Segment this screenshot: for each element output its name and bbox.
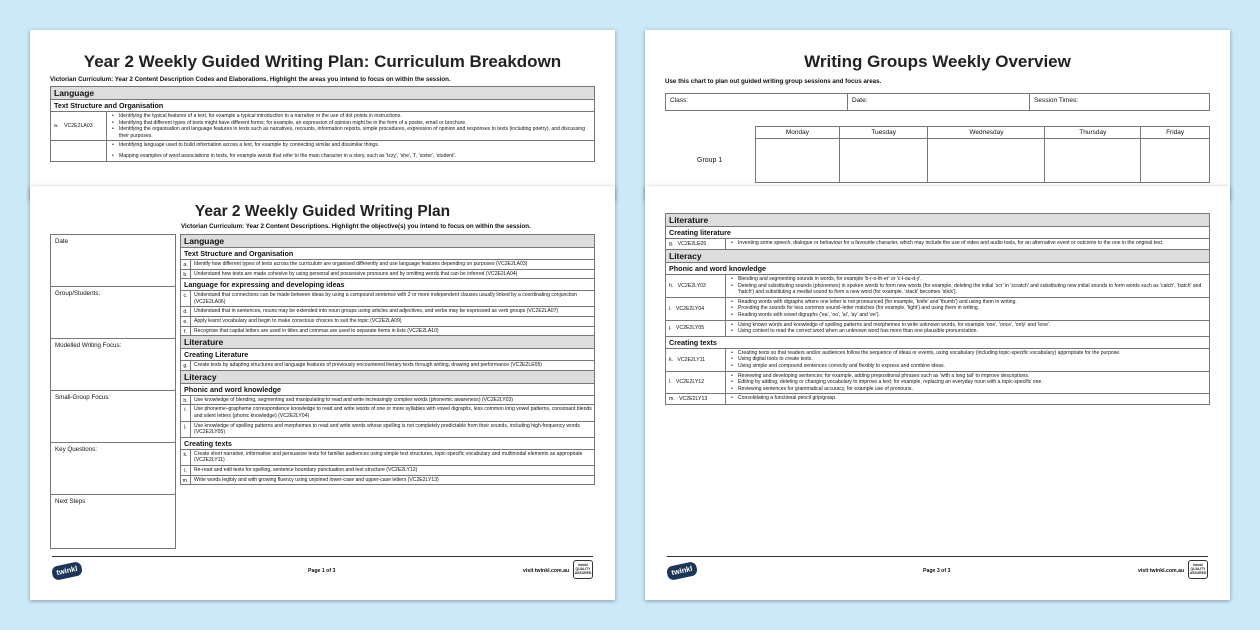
plan-left-column [50, 234, 176, 549]
weekly-schedule-table [755, 126, 1210, 183]
objective-row-c[interactable]: c. Understand that connections can be made between ideas by using a compound sentence with 2 or more independent clauses usually linked by a coordinating conjunction (VC2E2LA06) [181, 291, 595, 307]
schedule-cell[interactable] [1045, 139, 1141, 183]
objective-row-i[interactable]: i. Use phoneme–grapheme correspondence knowledge to read and write words of one or more syllables with vowel digraphs, less common long vowel patterns, consonant blends and silent letters (phonic knowledge) (VC2E2LY04) [181, 405, 595, 421]
category-literacy: Literacy [666, 250, 1210, 263]
key-questions-field[interactable]: Key Questions: [51, 443, 176, 495]
subcategory-phonic: Phonic and word knowledge [181, 383, 595, 395]
list-item: • Reading words with digraphs where one letter is not pronounced (for example, 'knife' and 'thumb') and using them in writing. [729, 299, 1207, 306]
objectives-table [180, 234, 595, 485]
curriculum-table [665, 213, 1210, 405]
quality-assured-badge: twinkl QUALITY ASSURED [573, 560, 593, 579]
list-item: • Using simple and compound sentences correctly and flexibly to express and combine ideas. [729, 363, 1207, 370]
class-field[interactable]: Class: [666, 94, 848, 111]
day-tuesday: Tuesday [839, 127, 928, 139]
row-code: VC2E2LA03 [64, 123, 93, 130]
list-item: • Editing by adding, deleting or changing vocabulary to improve a text; for example, replacing an everyday noun with a topic-specific one. [729, 379, 1207, 386]
session-times-field[interactable]: Session Times: [1030, 94, 1210, 111]
objective-row-h[interactable]: h. Use knowledge of blending, segmenting and manipulating to read and write increasingly complex words (phonemic awareness) (VC2E2LY03) [181, 395, 595, 405]
category-literature: Literature [666, 214, 1210, 227]
subcategory-ideas: Language for expressing and developing ideas [181, 279, 595, 291]
twinkl-url[interactable]: visit twinkl.com.au [1138, 568, 1185, 574]
twinkl-logo: twinkl [666, 561, 698, 581]
table-row: l. VC2E2LY12 • Reviewing and developing sentences; for example, adding prepositional phrases such as 'with a long tail' to improve descriptions. • Editing by adding, deleting or changing vocabulary to improve a text; for example, replacing an everyday noun with a topic-specific one. • Reviewing sentences for grammatical accuracy, for example use of pronouns. [666, 371, 1210, 394]
list-item: • Reviewing and developing sentences; for example, adding prepositional phrases such as 'with a long tail' to improve descriptions. [729, 373, 1207, 380]
page-subtitle: Use this chart to plan out guided writing group sessions and focus areas. [665, 78, 882, 85]
list-item: • Using digital tools to create texts. [729, 356, 1207, 363]
table-row: m. VC2E2LY13 • Consolidating a functional pencil grip/grasp. [666, 394, 1210, 405]
modelled-writing-focus-field[interactable]: Modelled Writing Focus: [51, 339, 176, 391]
table-row [51, 141, 595, 161]
page-subtitle: Victorian Curriculum: Year 2 Content Description Codes and Elaborations. Highlight the areas you intend to focus on within the session. [50, 76, 451, 83]
table-row: h. VC2E2LY03 • Blending and segmenting sounds in words, for example 'b-r-o-th-er' or 'c-l-ou-d-y'. • Deleting and substituting sounds (phonemes) in spoken words to form new words (for example, deleting the initial 'scr' in 'scratch' and substituting new initial sounds to form words such as 'catch', 'batch' and 'hatch') and substituting a medial sound to form a new word (for example, 'stack' becomes 'stick'). [666, 275, 1210, 298]
schedule-cell[interactable] [756, 139, 840, 183]
page-title: Writing Groups Weekly Overview [804, 52, 1071, 71]
schedule-cell[interactable] [839, 139, 928, 183]
subcategory-creating-literature: Creating Literature [181, 349, 595, 361]
group-students-field[interactable]: Group/Students: [51, 287, 176, 339]
page-subtitle: Victorian Curriculum: Year 2 Content Descriptions. Highlight the objective(s) you intend to focus on within the session. [181, 223, 531, 230]
list-item: • Identifying language used to build information across a text, for example by connecting similar and dissimilar things. [110, 142, 592, 149]
day-monday: Monday [756, 127, 840, 139]
objective-row-k[interactable]: k. Create short narrative, informative and persuasive texts for familiar audiences using simple text structures, topic-specific vocabulary and multimodal elements as appropriate (VC2E2LY11) [181, 449, 595, 465]
row-code: VC2E2LY12 [675, 379, 705, 386]
table-row: g. VC2E2LE05 • Inventing some speech, dialogue or behaviour for a favourite character, which may include the use of video and audio tools, for an alternative event or outcome to the one in the original text. [666, 239, 1210, 250]
subcategory-creating-texts: Creating texts [666, 336, 1210, 348]
objective-row-e[interactable]: e. Apply learnt vocabulary and begin to make conscious choices to suit the topic (VC2E2LA09) [181, 316, 595, 326]
row-code: VC2E2LY11 [677, 356, 706, 363]
objective-row-b[interactable]: b. Understand how texts are made cohesive by using personal and possessive pronouns and by omitting words that can be inferred (VC2E2LA04) [181, 269, 595, 279]
objective-row-d[interactable]: d. Understand that in sentences, nouns may be extended into noun groups using articles and adjectives, and verbs may be expressed as verb groups (VC2E2LA07) [181, 307, 595, 317]
schedule-cell[interactable] [928, 139, 1045, 183]
row-code: VC2E2LY13 [679, 396, 708, 403]
subcategory-text-structure: Text Structure and Organisation [181, 248, 595, 260]
page-curriculum-breakdown [30, 30, 615, 200]
list-item: • Identifying the typical features of a text, for example a typical introduction to a narrative or the use of dot points in instructions. [110, 113, 592, 120]
page-curriculum-breakdown-3 [645, 186, 1230, 600]
objective-row-f[interactable]: f. Recognise that capital letters are used in titles and commas are used to separate items in lists (VC2E2LA10) [181, 326, 595, 336]
curriculum-table [50, 86, 595, 162]
day-wednesday: Wednesday [928, 127, 1045, 139]
table-row: k. VC2E2LY11 • Creating texts so that readers and/or audiences follow the sequence of ideas or events, using vocabulary (including topic-specific vocabulary) appropriate for the purpose. • Using digital tools to create texts. • Using simple and compound sentences correctly and flexibly to express and combine ideas. [666, 348, 1210, 371]
day-thursday: Thursday [1045, 127, 1141, 139]
list-item: • Using known words and knowledge of spelling patterns and morphemes to write unknown words, for example 'one', 'once', 'only' and 'lone'. [729, 322, 1207, 329]
list-item: • Providing the sounds for less common sound–letter matches (for example, 'light') and using them in writing. [729, 305, 1207, 312]
list-item: • Reviewing sentences for grammatical accuracy, for example use of pronouns. [729, 386, 1207, 393]
table-row [51, 112, 595, 141]
subcategory-text-structure: Text Structure and Organisation [51, 100, 595, 112]
row-code: VC2E2LY05 [675, 325, 705, 332]
list-item: • Deleting and substituting sounds (phonemes) in spoken words to form new words (for example, deleting the initial 'scr' in 'scratch' and substituting new initial sounds to form words such as 'catch', 'batch' and 'hatch') and substituting a medial sound to form a new word (for example, 'stack' becomes 'stick'). [729, 283, 1207, 296]
page-writing-groups-overview [645, 30, 1230, 200]
list-item: • Creating texts so that readers and/or audiences follow the sequence of ideas or events, using vocabulary (including topic-specific vocabulary) appropriate for the purpose. [729, 350, 1207, 357]
list-item: • Reading words with vowel digraphs ('ea', 'oo', 'ai', 'ay' and 'ee'). [729, 312, 1207, 319]
small-group-focus-field[interactable]: Small-Group Focus: [51, 391, 176, 443]
quality-assured-badge: twinkl QUALITY ASSURED [1188, 560, 1208, 579]
objective-row-m[interactable]: m. Write words legibly and with growing fluency using unjoined lower-case and upper-case letters (VC2E2LY13) [181, 475, 595, 485]
table-row: i. VC2E2LY04 • Reading words with digraphs where one letter is not pronounced (for example, 'knife' and 'thumb') and using them in writing. • Providing the sounds for less common sound–letter matches (for example, 'light') and using them in writing. • Reading words with vowel digraphs ('ea', 'oo', 'ai', 'ay' and 'ee'). [666, 297, 1210, 320]
list-item: • Inventing some speech, dialogue or behaviour for a favourite character, which may include the use of video and audio tools, for an alternative event or outcome to the one in the original text. [729, 240, 1207, 247]
row-code: VC2E2LY03 [677, 282, 706, 289]
list-item: • Identifying the organisation and language features in texts such as narratives, recounts, information reports, simple procedures, expression of opinion and responses to texts (including poetry), and discussing their purposes. [110, 126, 592, 139]
objective-row-j[interactable]: j. Use knowledge of spelling patterns and morphemes to read and write words whose spelling is not completely predictable from their sounds, including high-frequency words (VC2E2LY05) [181, 421, 595, 437]
subcategory-phonic: Phonic and word knowledge [666, 263, 1210, 275]
page-title: Year 2 Weekly Guided Writing Plan [194, 203, 451, 220]
page-title: Year 2 Weekly Guided Writing Plan: Curriculum Breakdown [83, 52, 562, 71]
objective-row-g[interactable]: g. Create texts by adapting structures and language features of previously encountered literary texts through writing, drawing and performance (VC2E2LE05) [181, 361, 595, 371]
category-language: Language [181, 235, 595, 248]
row-letter: a. [54, 123, 59, 130]
category-literature: Literature [181, 336, 595, 349]
page-number: Page 1 of 3 [308, 568, 336, 574]
class-info-table [665, 93, 1210, 111]
category-literacy: Literacy [181, 370, 595, 383]
list-item: • Blending and segmenting sounds in words, for example 'b-r-o-th-er' or 'c-l-ou-d-y'. [729, 276, 1207, 283]
category-language: Language [51, 87, 595, 100]
list-item: • Mapping examples of word associations in texts, for example words that refer to the main character in a story, such as 'Izzy', 'she', 'I', 'sister', 'student'. [110, 153, 592, 160]
row-code: VC2E2LE05 [677, 241, 707, 247]
list-item: • Consolidating a functional pencil grip/grasp. [729, 395, 1207, 402]
footer-divider [52, 556, 593, 557]
row-code: VC2E2LY04 [675, 305, 705, 312]
page-guided-writing-plan [30, 186, 615, 600]
objective-row-a[interactable]: a. Identify how different types of texts across the curriculum are organised differently and use language features depending on purposes (VC2E2LA03) [181, 260, 595, 270]
subcategory-creating-texts: Creating texts [181, 437, 595, 449]
date-field[interactable]: Date: [848, 94, 1030, 111]
subcategory-creating-literature: Creating literature [666, 227, 1210, 239]
list-item: • Using context to read the correct word when an unknown word has more than one plausible pronunciation. [729, 328, 1207, 335]
day-friday: Friday [1141, 127, 1210, 139]
schedule-cell[interactable] [1141, 139, 1210, 183]
group-1-label: Group 1 [697, 157, 723, 164]
next-steps-field[interactable]: Next Steps [51, 495, 176, 549]
page-number: Page 3 of 3 [923, 568, 951, 574]
objective-row-l[interactable]: l. Re-read and edit texts for spelling, sentence boundary punctuation and text structure (VC2E2LY12) [181, 465, 595, 475]
footer-divider [667, 556, 1208, 557]
list-item: • Identifying that different types of texts might have different forms; for example, an expression of opinion might be in the form of a poster, email or brochure. [110, 120, 592, 127]
date-field[interactable]: Date [51, 235, 176, 287]
twinkl-logo: twinkl [51, 561, 83, 581]
twinkl-url[interactable]: visit twinkl.com.au [523, 568, 570, 574]
table-row: j. VC2E2LY05 • Using known words and knowledge of spelling patterns and morphemes to write unknown words, for example 'one', 'once', 'only' and 'lone'. • Using context to read the correct word when an unknown word has more than one plausible pronunciation. [666, 320, 1210, 336]
